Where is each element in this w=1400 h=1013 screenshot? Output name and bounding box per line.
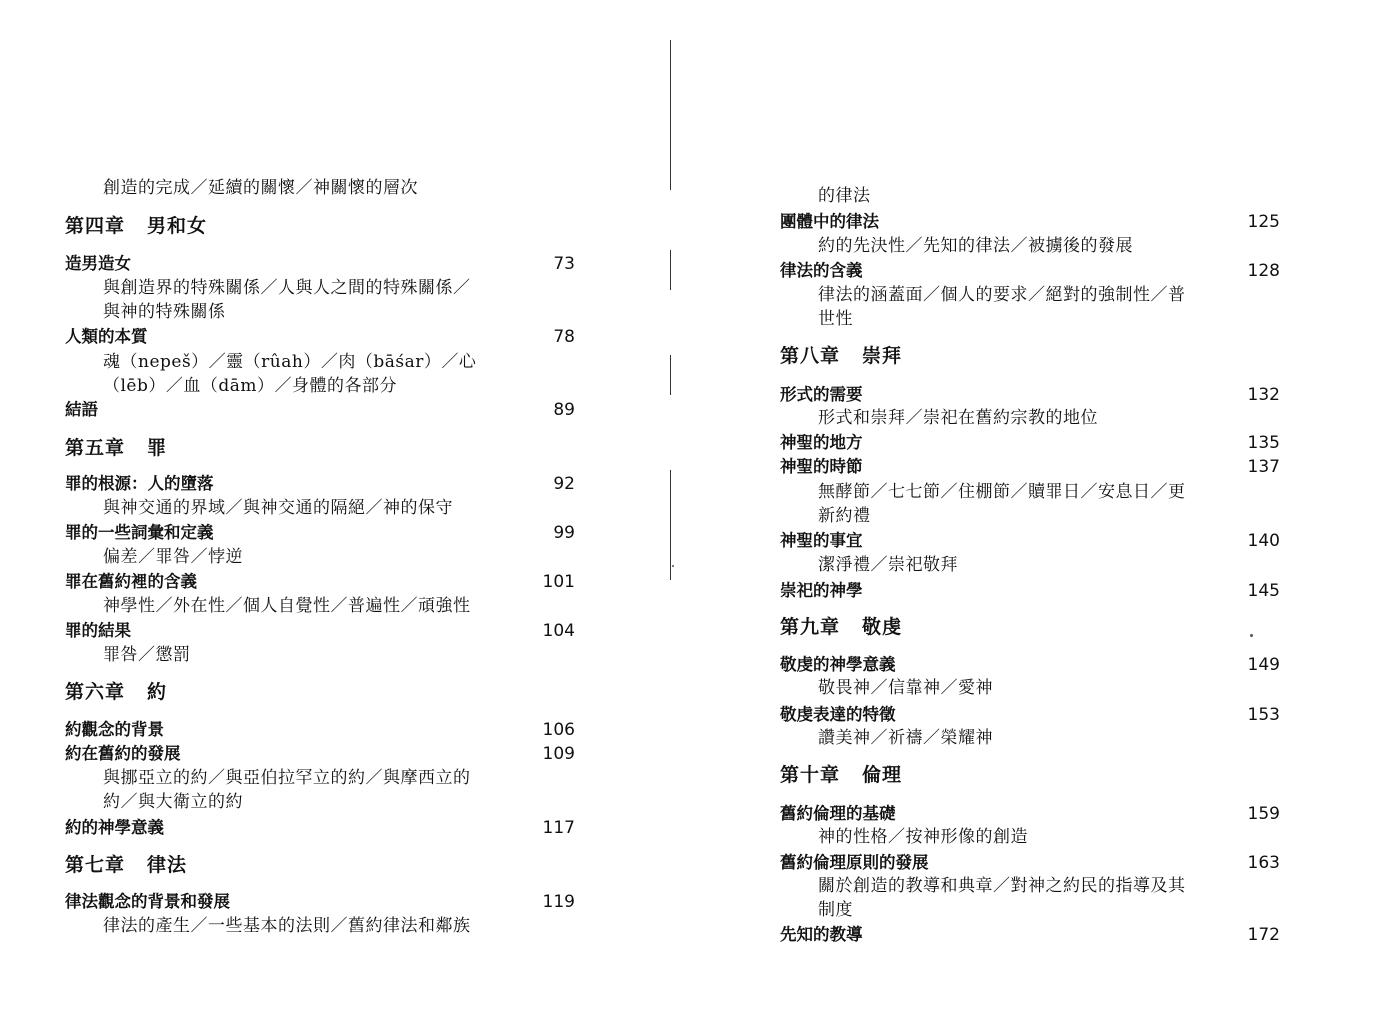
toc-section-entry: [780, 923, 1280, 947]
toc-subtopics: 與神的特殊關係: [103, 302, 226, 322]
toc-section-entry: [780, 383, 1280, 407]
page-number: 172: [1247, 925, 1280, 945]
chapter-title: 男和女: [147, 215, 208, 237]
chapter-heading: [65, 436, 575, 460]
scan-speck: [672, 565, 674, 567]
toc-subtopics: 罪咎／懲罰: [103, 645, 191, 665]
section-title: 罪的結果: [65, 621, 131, 640]
page-gutter-line: [670, 355, 671, 395]
page-number: 135: [1247, 433, 1280, 453]
section-title: 敬虔表達的特徵: [780, 705, 896, 724]
toc-subtopics: 神學性／外在性／個人自覺性／普遍性／頑強性: [103, 596, 471, 616]
section-title: 先知的教導: [780, 925, 863, 944]
toc-subtopics: 的律法: [818, 186, 871, 206]
toc-subtopics: 約的先決性／先知的律法／被擄後的發展: [818, 236, 1133, 256]
section-title: 團體中的律法: [780, 212, 879, 231]
chapter-heading: [780, 615, 1280, 639]
chapter-number: 第五章: [65, 437, 126, 459]
toc-section-entry: [780, 802, 1280, 826]
toc-section-entry: [780, 529, 1280, 553]
page-gutter-line: [670, 40, 671, 190]
section-title: 舊約倫理原則的發展: [780, 853, 929, 872]
toc-section-entry: [780, 703, 1280, 727]
toc-section-entry: [65, 816, 575, 840]
page-number: 109: [542, 744, 575, 764]
toc-section-entry: [780, 851, 1280, 875]
chapter-heading: [780, 344, 1280, 368]
toc-section-entry: [65, 472, 575, 496]
chapter-title: 敬虔: [862, 616, 903, 638]
toc-subtopics: （lēb）／血（dām）／身體的各部分: [103, 376, 398, 396]
toc-subtopics: 世性: [818, 309, 853, 329]
toc-section-entry: [65, 325, 575, 349]
section-title: 神聖的時節: [780, 457, 863, 476]
section-title: 罪的根源：人的墮落: [65, 474, 214, 493]
section-title: 神聖的事宜: [780, 531, 863, 550]
toc-subtopics: 魂（nepeš）／靈（rûah）／肉（bāśar）／心: [103, 352, 477, 372]
toc-section-entry: [65, 570, 575, 594]
toc-subtopics: 新約禮: [818, 506, 871, 526]
toc-section-entry: [65, 718, 575, 742]
toc-subtopics: 約／與大衛立的約: [103, 792, 243, 812]
page-number: 101: [542, 572, 575, 592]
toc-section-entry: [780, 579, 1280, 603]
chapter-title: 倫理: [862, 764, 903, 786]
toc-section-entry: [65, 619, 575, 643]
page-number: 163: [1247, 853, 1280, 873]
toc-subtopics: 偏差／罪咎／悖逆: [103, 547, 243, 567]
chapter-title: 約: [147, 681, 168, 703]
toc-subtopics: 與挪亞立的約／與亞伯拉罕立的約／與摩西立的: [103, 768, 471, 788]
page-gutter-line: [670, 250, 671, 290]
toc-section-entry: [65, 890, 575, 914]
page-number: 137: [1247, 457, 1280, 477]
page-number: 117: [542, 818, 575, 838]
page-number: 159: [1247, 804, 1280, 824]
toc-section-entry: [65, 252, 575, 276]
page-gutter-line: [670, 470, 671, 580]
toc-section-entry: [780, 259, 1280, 283]
section-title: 律法觀念的背景和發展: [65, 892, 230, 911]
section-title: 崇祀的神學: [780, 581, 863, 600]
chapter-number: 第八章: [780, 345, 841, 367]
toc-subtopics: 律法的產生／一些基本的法則／舊約律法和鄰族: [103, 916, 471, 936]
page-number: 99: [553, 523, 575, 543]
section-title: 敬虔的神學意義: [780, 655, 896, 674]
toc-section-entry: [65, 398, 575, 422]
toc-subtopics: 敬畏神／信靠神／愛神: [818, 678, 993, 698]
toc-section-entry: [780, 210, 1280, 234]
toc-subtopics: 關於創造的教導和典章／對神之約民的指導及其: [818, 876, 1186, 896]
page-number: 106: [542, 720, 575, 740]
toc-subtopics: 與神交通的界域／與神交通的隔絕／神的保守: [103, 498, 453, 518]
toc-subtopics: 創造的完成／延續的關懷／神關懷的層次: [103, 178, 418, 198]
chapter-number: 第十章: [780, 764, 841, 786]
page-number: 149: [1247, 655, 1280, 675]
section-title: 約的神學意義: [65, 818, 164, 837]
page-number: 104: [542, 621, 575, 641]
page-number: 145: [1247, 581, 1280, 601]
toc-section-entry: [780, 653, 1280, 677]
page-number: 119: [542, 892, 575, 912]
section-title: 舊約倫理的基礎: [780, 804, 896, 823]
chapter-title: 罪: [147, 437, 168, 459]
toc-section-entry: [65, 742, 575, 766]
toc-section-entry: [65, 521, 575, 545]
section-title: 造男造女: [65, 254, 131, 273]
chapter-heading: [65, 214, 575, 238]
chapter-number: 第九章: [780, 616, 841, 638]
section-title: 罪的一些詞彙和定義: [65, 523, 214, 542]
section-title: 結語: [65, 400, 98, 419]
toc-subtopics: 無酵節／七七節／住棚節／贖罪日／安息日／更: [818, 482, 1186, 502]
page-number: 78: [553, 327, 575, 347]
toc-subtopics: 律法的涵蓋面／個人的要求／絕對的強制性／普: [818, 285, 1186, 305]
chapter-title: 律法: [147, 854, 188, 876]
page-number: 125: [1247, 212, 1280, 232]
toc-subtopics: 潔淨禮／崇祀敬拜: [818, 555, 958, 575]
toc-subtopics: 形式和崇拜／崇祀在舊約宗教的地位: [818, 408, 1098, 428]
toc-section-entry: [780, 455, 1280, 479]
page-number: 132: [1247, 385, 1280, 405]
section-title: 律法的含義: [780, 261, 863, 280]
chapter-heading: [65, 853, 575, 877]
toc-section-entry: [780, 431, 1280, 455]
page-number: 128: [1247, 261, 1280, 281]
page-number: 140: [1247, 531, 1280, 551]
toc-subtopics: 讚美神／祈禱／榮耀神: [818, 728, 993, 748]
section-title: 約在舊約的發展: [65, 744, 181, 763]
section-title: 罪在舊約裡的含義: [65, 572, 197, 591]
page-number: 153: [1247, 705, 1280, 725]
section-title: 神聖的地方: [780, 433, 863, 452]
section-title: 形式的需要: [780, 385, 863, 404]
chapter-number: 第六章: [65, 681, 126, 703]
page-number: 92: [553, 474, 575, 494]
section-title: 約觀念的背景: [65, 720, 164, 739]
page-number: 89: [553, 400, 575, 420]
section-title: 人類的本質: [65, 327, 148, 346]
toc-subtopics: 制度: [818, 900, 853, 920]
page-number: 73: [553, 254, 575, 274]
toc-subtopics: 與創造界的特殊關係／人與人之間的特殊關係／: [103, 278, 471, 298]
chapter-heading: [780, 763, 1280, 787]
chapter-number: 第七章: [65, 854, 126, 876]
chapter-title: 崇拜: [862, 345, 903, 367]
chapter-heading: [65, 680, 575, 704]
chapter-number: 第四章: [65, 215, 126, 237]
toc-subtopics: 神的性格／按神形像的創造: [818, 827, 1028, 847]
